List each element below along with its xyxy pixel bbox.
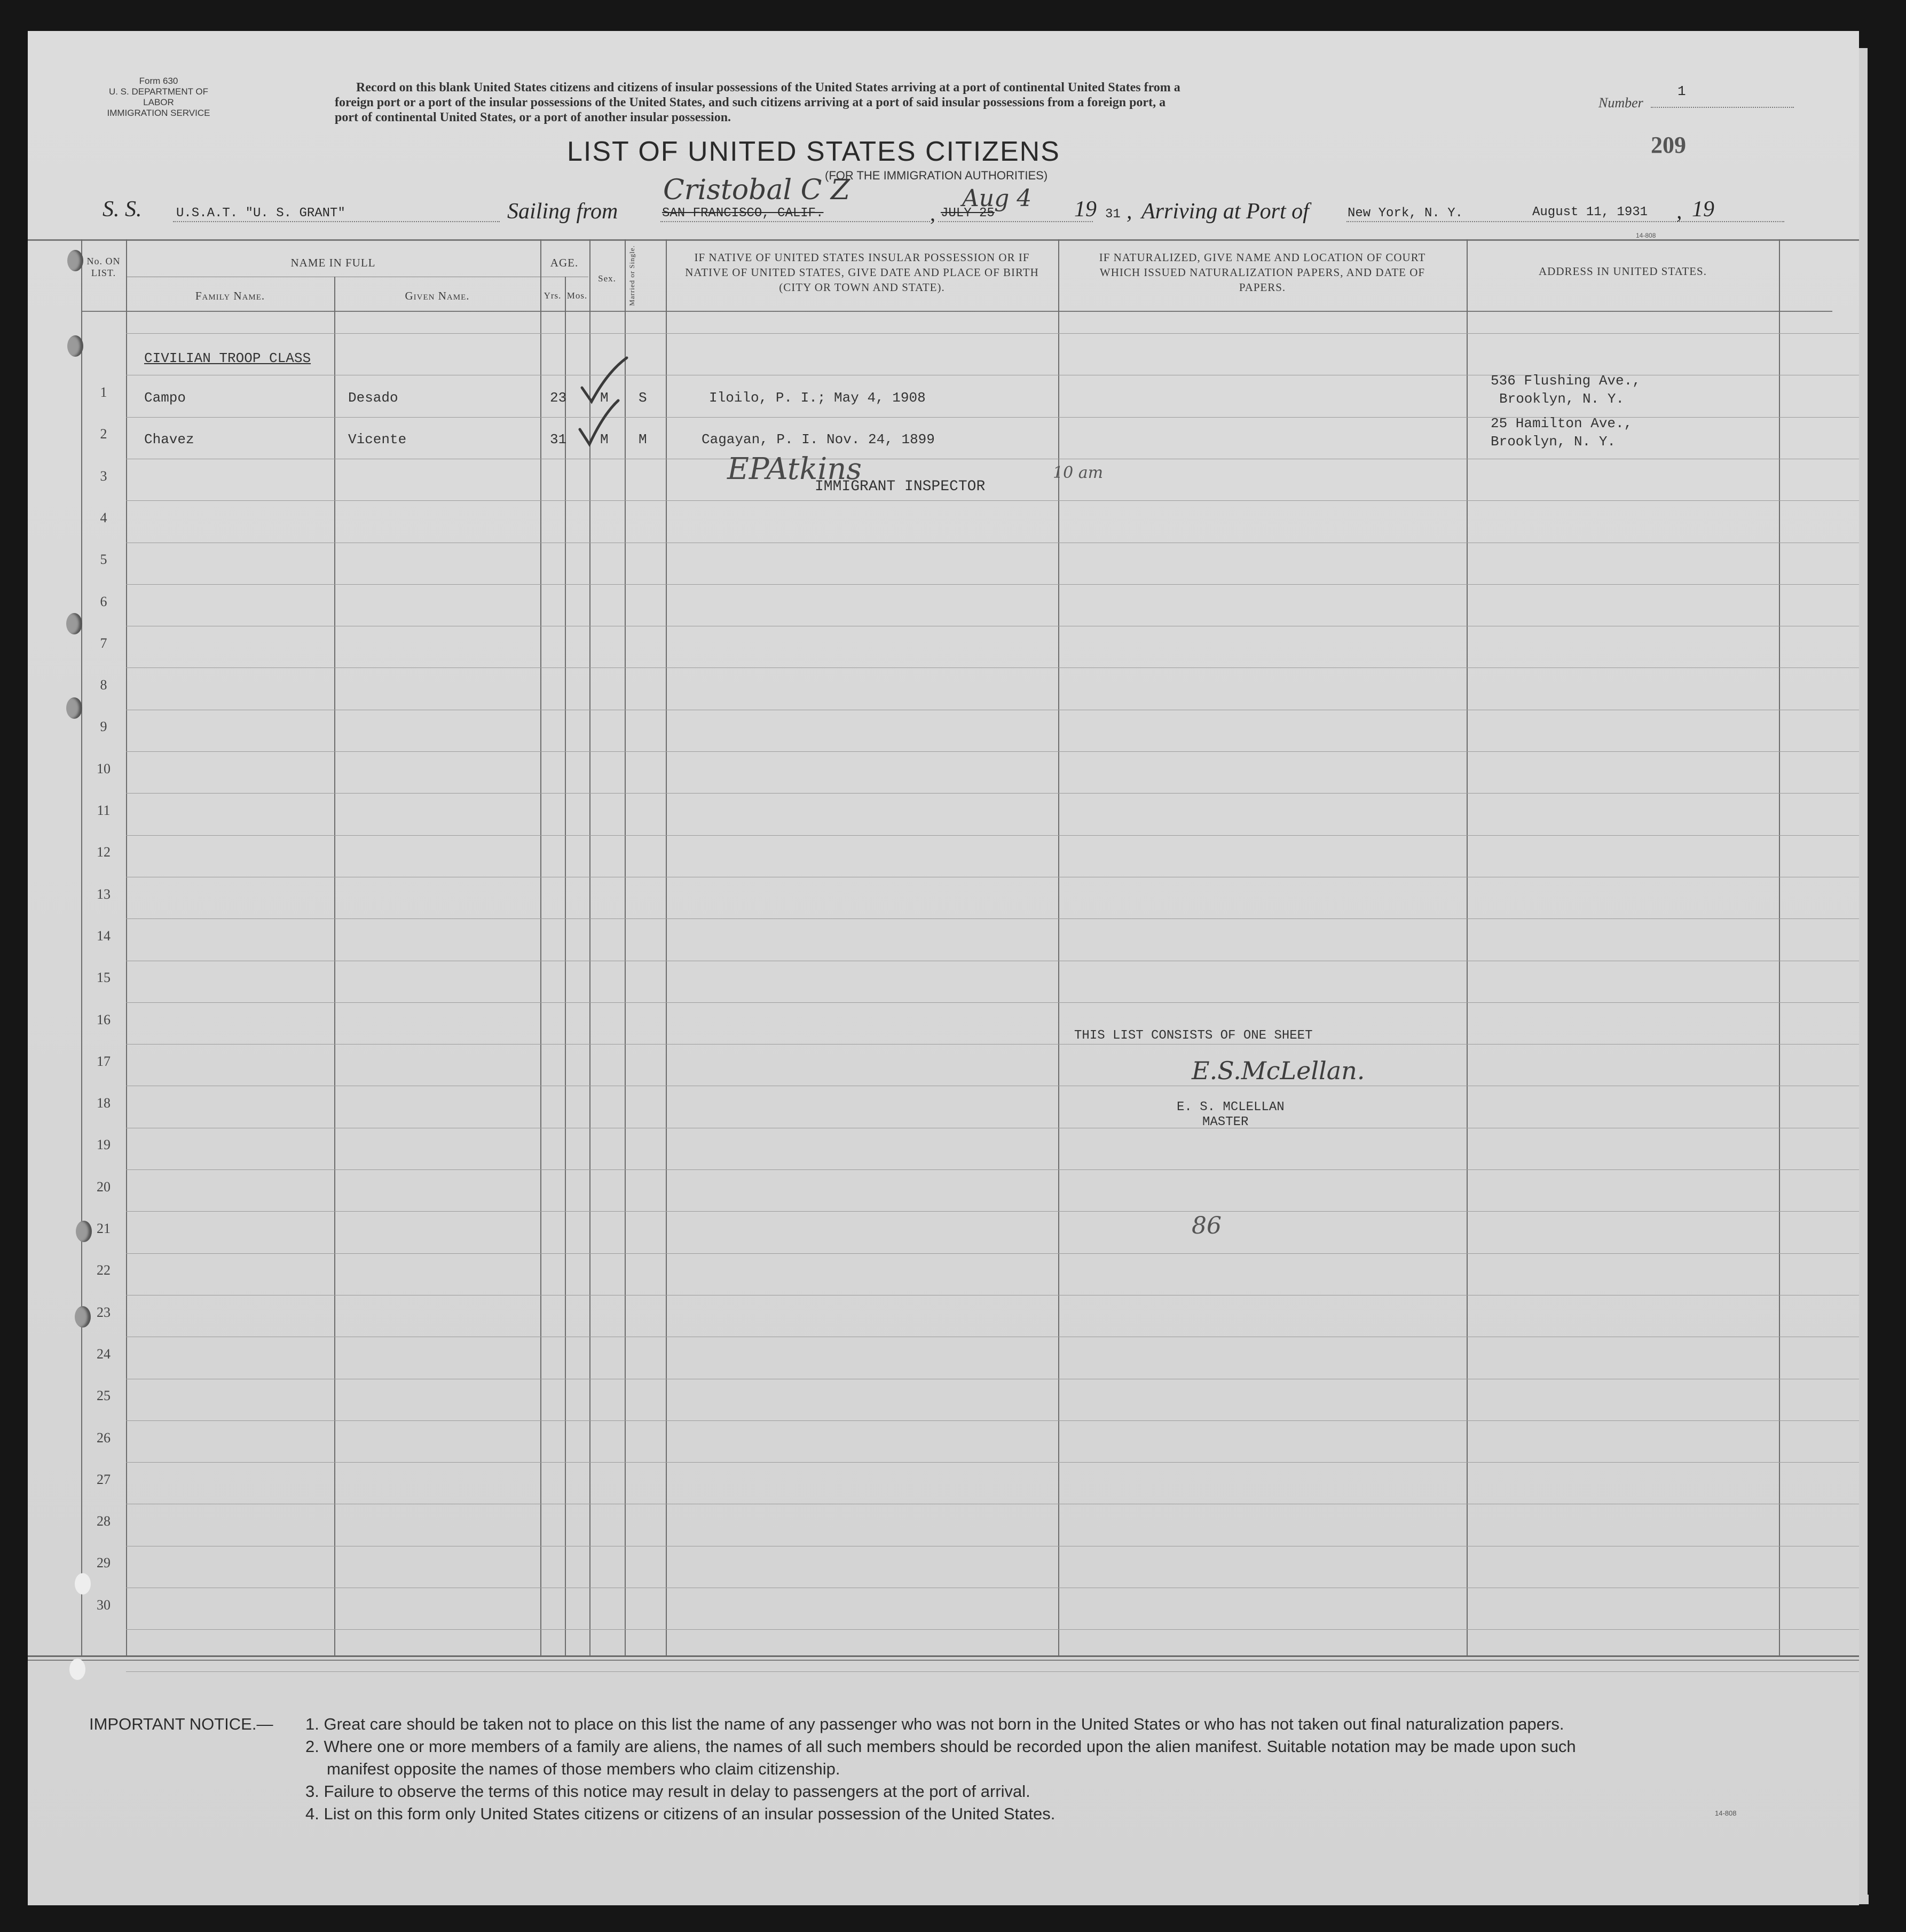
sailing-label: Sailing from (507, 199, 618, 224)
print-code-bottom: 14-808 (1715, 1809, 1737, 1817)
row-number: 27 (97, 1471, 111, 1487)
date-handwritten: Aug 4 (962, 185, 1032, 212)
bottom-handwritten-mark: 86 (1192, 1212, 1222, 1239)
row-rule (126, 584, 1859, 585)
citizen-table (28, 239, 1859, 1681)
ship-name: U.S.A.T. "U. S. GRANT" (176, 206, 345, 221)
notice-item-4: 4. List on this form only United States citizens or citizens of an insular possession of the United States. (305, 1804, 1056, 1823)
date-typed: JULY 25 (941, 206, 995, 221)
instruction-line: foreign port or a port of the insular possessions of the United States, and such citizens arriving at a port of said insular possessions from a foreign port, a (335, 96, 1166, 109)
notice-item-1: 1. Great care should be taken not to place on this list the name of any passenger who was not born in the United States or who has not taken out final naturalization papers. (305, 1715, 1564, 1733)
row-1-birth-info: Iloilo, P. I.; May 4, 1908 (709, 390, 926, 406)
row-number: 29 (97, 1555, 111, 1571)
header-native-birth: IF NATIVE OF UNITED STATES INSULAR POSSESSION OR IF NATIVE OF UNITED STATES, GIVE DATE AND PLACE OF BIRTH (CITY OR TOWN AND STATE). (685, 251, 1039, 294)
row-number: 23 (97, 1304, 111, 1320)
row-rule (126, 751, 1859, 752)
row-rule (126, 793, 1859, 794)
row-number: 15 (97, 970, 111, 986)
row-number: 5 (100, 552, 107, 568)
sailing-from-handwritten: Cristobal C Z (663, 174, 850, 206)
row-1-address-line2: Brooklyn, N. Y. (1499, 391, 1625, 407)
binder-hole (66, 697, 82, 719)
header-family-name: Family Name. (195, 289, 265, 302)
row-number: 28 (97, 1513, 111, 1529)
page-number: 209 (1651, 132, 1686, 158)
row-rule (126, 333, 1859, 334)
row-number: 13 (97, 886, 111, 902)
row-2-sex: M (600, 431, 609, 447)
row-1-address-line1: 536 Flushing Ave., (1491, 373, 1641, 389)
row-number: 30 (97, 1597, 111, 1613)
arrival-line (1346, 221, 1784, 222)
row-number: 2 (100, 426, 107, 442)
row-number: 11 (97, 803, 111, 818)
binder-hole (67, 250, 83, 271)
row-number: 20 (97, 1179, 111, 1195)
binder-hole (75, 1573, 91, 1595)
instruction-text (335, 80, 1563, 125)
binder-hole (69, 1659, 85, 1680)
row-rule (126, 1211, 1859, 1212)
binder-hole (66, 613, 82, 634)
inspector-stamp: IMMIGRANT INSPECTOR (815, 478, 986, 495)
header-no: No. ON LIST. (86, 256, 121, 278)
sailing-from-typed: SAN FRANCISCO, CALIF. (662, 206, 824, 221)
row-2-age-years: 31 (550, 431, 567, 447)
row-number: 8 (100, 677, 107, 693)
row-2-family-name: Chavez (144, 431, 194, 447)
instruction-line: port of continental United States, or a port of another insular possession. (335, 111, 731, 124)
header-sex: Sex. (598, 273, 616, 284)
row-number: 26 (97, 1430, 111, 1446)
ship-line (173, 221, 500, 222)
header-age: AGE. (550, 256, 579, 269)
row-1-age-years: 23 (550, 390, 567, 406)
row-1-sex: M (600, 390, 609, 406)
year-suffix: 31 (1105, 207, 1121, 222)
row-2-marital-status: M (639, 431, 647, 447)
row-1-given-name: Desado (348, 390, 398, 406)
row-1-family-name: Campo (144, 390, 186, 406)
row-rule (126, 1002, 1859, 1003)
row-number: 9 (100, 719, 107, 735)
number-label: Number (1598, 95, 1643, 111)
row-1-marital-status: S (639, 390, 647, 406)
row-2-address-line1: 25 Hamilton Ave., (1491, 415, 1633, 431)
row-number: 12 (97, 844, 111, 860)
arriving-label: Arriving at Port of (1141, 199, 1309, 224)
form-info (97, 76, 220, 119)
row-number: 21 (97, 1221, 111, 1236)
header-given-name: Given Name. (405, 289, 470, 302)
row-number: 10 (97, 760, 111, 776)
row-rule (126, 1420, 1859, 1421)
year-prefix: 19 (1074, 197, 1097, 222)
manifest-page: Form 630 U. S. DEPARTMENT OF LABOR IMMIGRATION SERVICE Record on this blank United States citizens and citizens of insular possessions of the United States arriving at a port of continental United States from a foreign port or a port of the insular possessions of the United States, and such citizens arriving at a port of said insular possessions from a foreign port, a port of continental United States, or a port of another insular possession. Number 1 209 LIST OF UNITED STATES CITIZENS (FOR THE IMMIGRATION AUTHORITIES) S. S. U.S.A.T. "U. S. GRANT" Sailing from SAN FRANCISCO, CALIF. Cristobal C Z , JULY 25 Aug 4 19 31 , Arriving at Port of New York, N. Y. August 11, 1931 , 19 14-808 No. ON LIST. NAME IN FULL Family Name. Given Name. AGE. Yrs. Mos. Sex. Married or Single. IF NATIVE OF UNITED STATES INSULAR POSSESSION OR IF NATIVE OF UNITED STATES, GIVE DATE AND PLACE OF BIRTH (CITY OR TOWN AND STATE). IF NATURALIZED, GIVE NAME AND LOCATION OF COURT WHICH ISSUED NATURALIZATION PAPERS, AND DATE OF PAPERS. ADDRESS IN UNITED STATES. 1 2 3 4 5 6 7 8 9 10 11 12 13 14 15 16 17 18 19 20 21 22 23 24 25 26 27 28 29 30 CIVILIAN TROOP CLASS Campo Desado 23 M S Iloilo, P. I.; May 4, 1908 536 Flushing Ave., Brooklyn, N. Y. Chavez Vicente 31 M M Cagayan, P. I. Nov. 24, 1899 25 Hamilton Ave., Brooklyn, N. Y. IMMIGRANT INSPECTOR EPAtkins 10 am THIS LIST CONSISTS OF ONE SHEET E.S.McLellan. E. S. MCLELLAN MASTER 86 IMPORTANT NOTICE.— 1. Great care should be taken not to place on this list the name of any passenger who was not born in the United States or who has not taken out final naturalization papers. 2. Where one or more members of a family are aliens, the names of all such members should be recorded upon the alien manifest. Suitable notation may be made upon such manifest opposite the names of those members who claim citizenship. 3. Failure to observe the terms of this notice may result in delay to passengers at the port of arrival. 4. List on this form only United States citizens or citizens of an insular possession of the United States. 14-808 (28, 31, 1859, 1905)
print-code-top: 14-808 (1636, 232, 1656, 239)
row-2-address-line2: Brooklyn, N. Y. (1491, 434, 1616, 450)
row-number: 24 (97, 1346, 111, 1362)
row-rule (126, 500, 1859, 501)
form-number: Form 630 (139, 76, 178, 86)
row-number: 18 (97, 1095, 111, 1111)
row-2-given-name: Vicente (348, 431, 407, 447)
row-rule (126, 667, 1859, 668)
header-mos: Mos. (566, 290, 588, 301)
notice-item-2: 2. Where one or more members of a family are aliens, the names of all such members should be recorded upon the alien manifest. Suitable notation may be made upon such (305, 1737, 1576, 1756)
row-rule (126, 1462, 1859, 1463)
header-name-in-full: NAME IN FULL (290, 256, 376, 269)
date-line (938, 221, 1093, 222)
arrival-date: August 11, 1931 (1532, 205, 1648, 219)
arrival-port: New York, N. Y. (1348, 206, 1463, 221)
row-number: 22 (97, 1262, 111, 1278)
row-number: 14 (97, 928, 111, 944)
row-number: 17 (97, 1053, 111, 1069)
master-signature: E.S.McLellan. (1192, 1056, 1365, 1085)
row-number: 19 (97, 1137, 111, 1153)
row-rule (126, 1253, 1859, 1254)
header-married-or-single: Married or Single. (628, 245, 636, 306)
row-number: 25 (97, 1388, 111, 1404)
row-rule (126, 918, 1859, 919)
page-subtitle: (FOR THE IMMIGRATION AUTHORITIES) (825, 169, 1048, 182)
row-number: 1 (100, 384, 107, 400)
header-yrs: Yrs. (544, 290, 562, 301)
sheet-count-note: THIS LIST CONSISTS OF ONE SHEET (1074, 1028, 1313, 1043)
row-rule (126, 835, 1859, 836)
row-rule (126, 1671, 1859, 1672)
binder-hole (76, 1221, 92, 1242)
row-rule (126, 1169, 1859, 1170)
row-number: 16 (97, 1011, 111, 1027)
service-name: IMMIGRATION SERVICE (107, 108, 210, 118)
inspector-initials: EPAtkins (727, 452, 862, 486)
page-title: LIST OF UNITED STATES CITIZENS (567, 136, 1060, 167)
header-naturalized: IF NATURALIZED, GIVE NAME AND LOCATION OF COURT WHICH ISSUED NATURALIZATION PAPERS, AND DATE OF PAPERS. (1099, 251, 1426, 294)
row-2-birth-info: Cagayan, P. I. Nov. 24, 1899 (702, 431, 935, 447)
row-number: 4 (100, 509, 107, 525)
notice-item-3: 3. Failure to observe the terms of this notice may result in delay to passengers at the port of arrival. (305, 1782, 1030, 1801)
notice-heading: IMPORTANT NOTICE.— (89, 1715, 273, 1733)
department-name: U. S. DEPARTMENT OF LABOR (108, 87, 209, 107)
row-number: 6 (100, 593, 107, 609)
instruction-line: Record on this blank United States citizens and citizens of insular possessions of the United States arriving at a port of continental United States from a (356, 81, 1180, 95)
class-label: CIVILIAN TROOP CLASS (144, 350, 311, 366)
master-name: E. S. MCLELLAN (1177, 1100, 1285, 1114)
row-number: 3 (100, 468, 107, 484)
ss-label: S. S. (103, 197, 142, 222)
row-number: 7 (100, 635, 107, 651)
number-value: 1 (1677, 83, 1686, 99)
notice-item-2-cont: manifest opposite the names of those members who claim citizenship. (327, 1760, 840, 1778)
master-title: MASTER (1202, 1115, 1249, 1129)
inspector-check-marks (576, 350, 634, 457)
sailing-line (660, 221, 930, 222)
binder-hole (67, 335, 83, 357)
underlying-sheet-edge-right (1859, 48, 1868, 1901)
inspector-time: 10 am (1053, 464, 1104, 482)
row-rule (126, 1629, 1859, 1630)
header-address: ADDRESS IN UNITED STATES. (1539, 265, 1707, 278)
binder-hole (75, 1306, 91, 1328)
number-line (1651, 107, 1794, 108)
arrival-year-prefix: 19 (1692, 197, 1714, 222)
